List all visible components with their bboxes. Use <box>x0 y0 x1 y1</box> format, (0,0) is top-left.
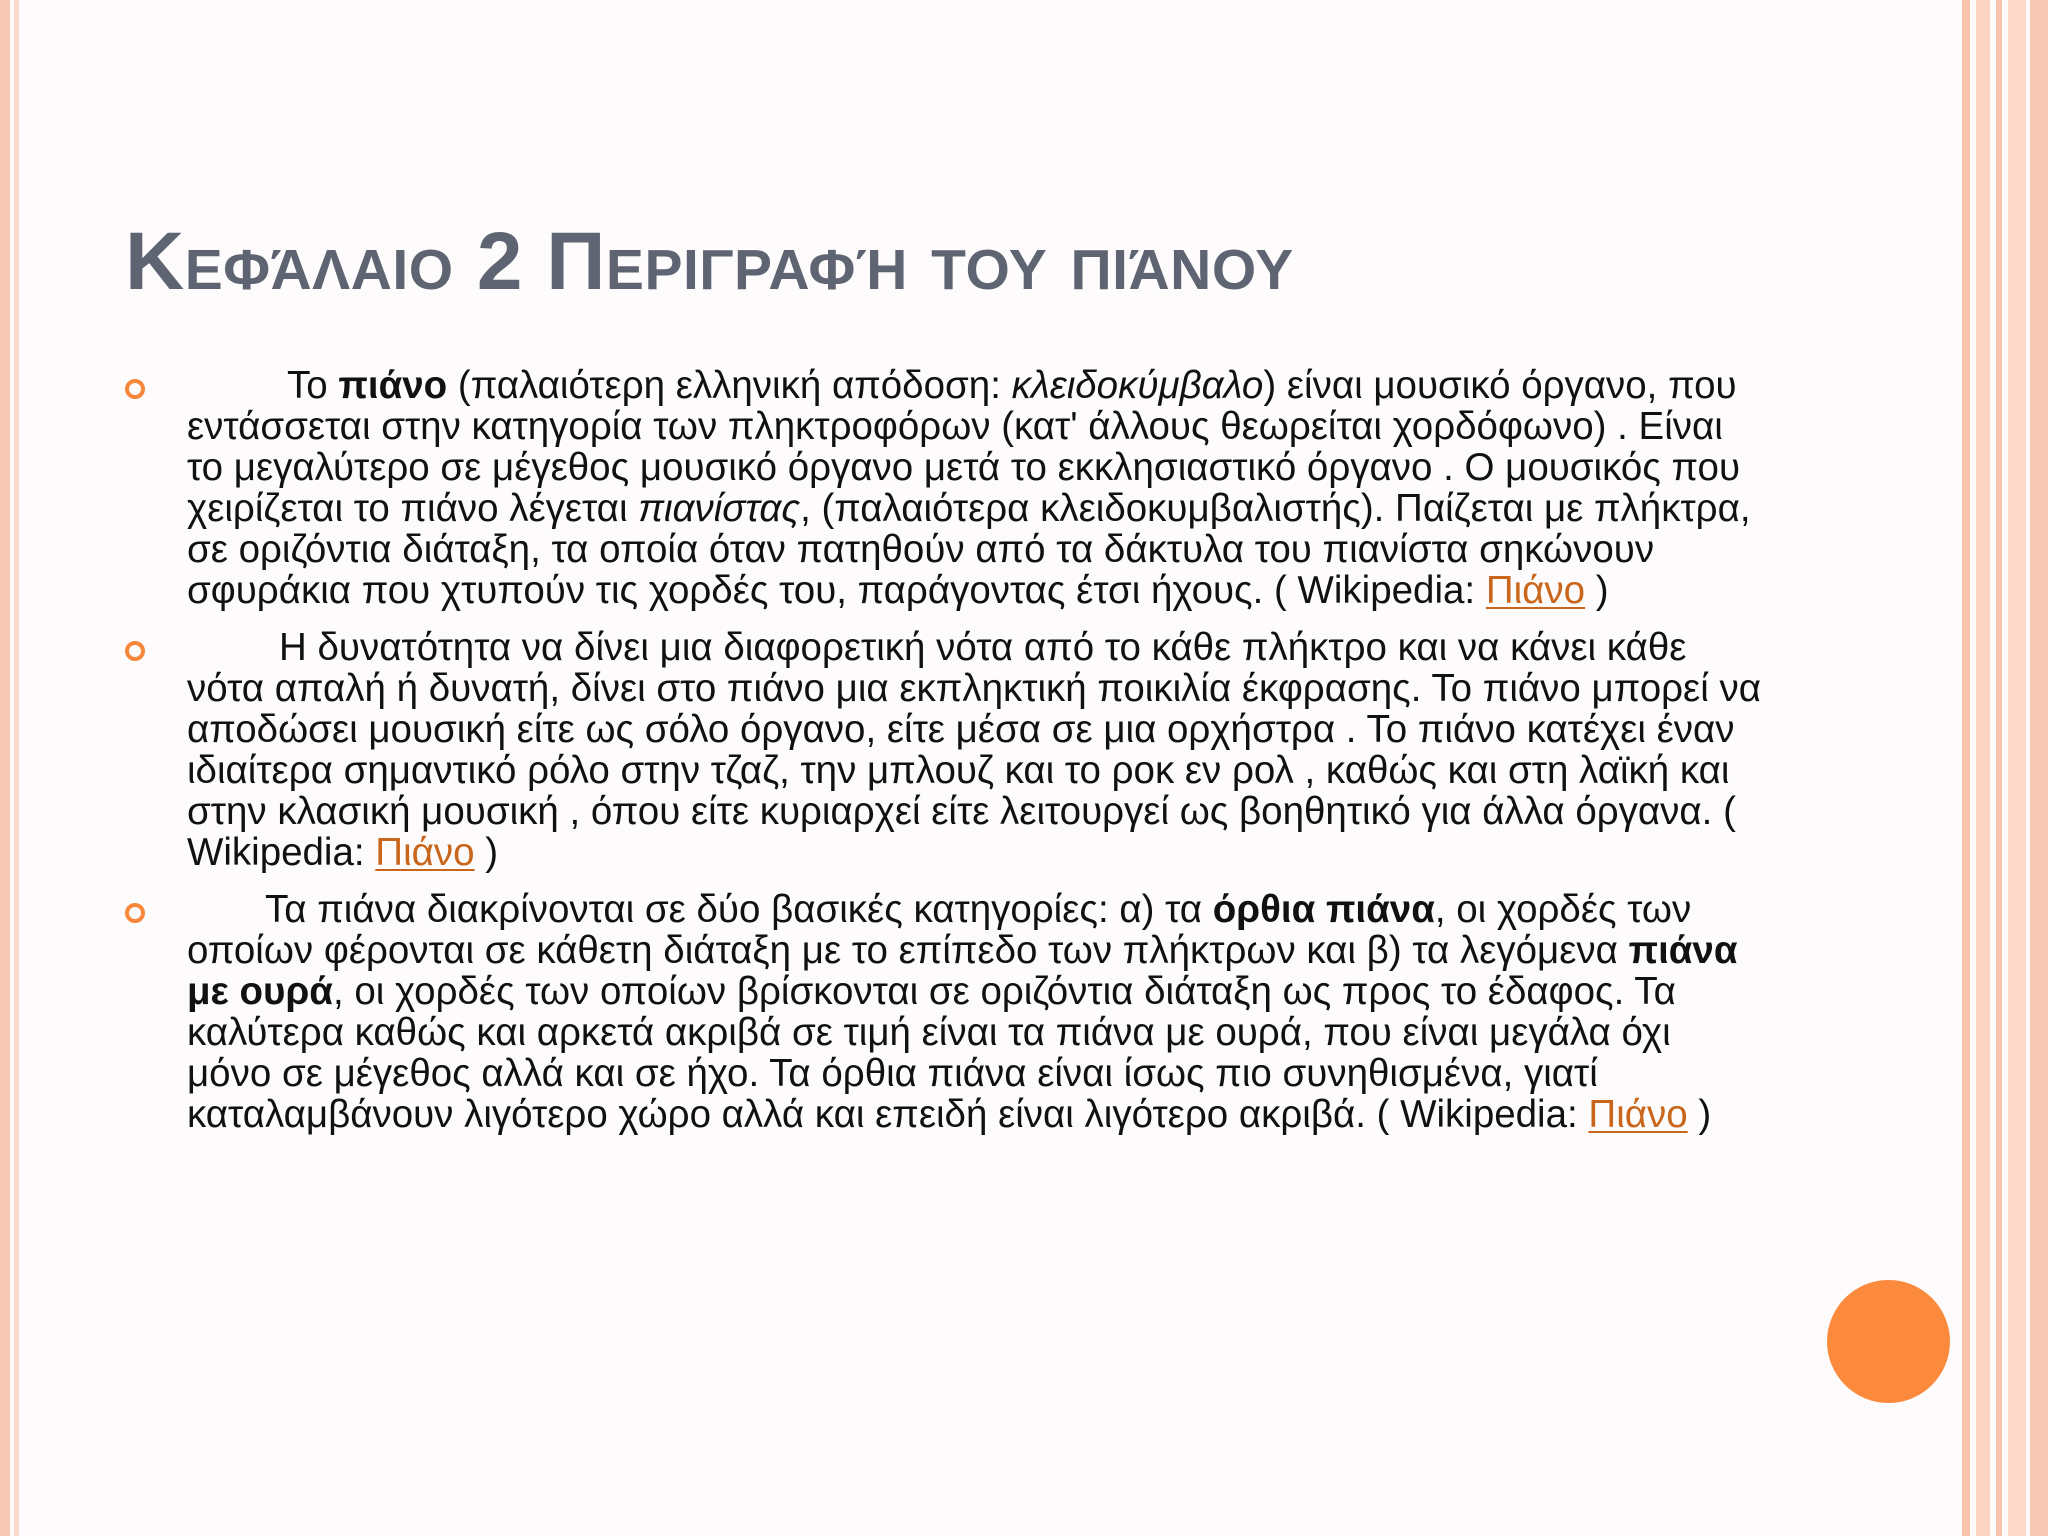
text-run: ) <box>1687 1093 1712 1136</box>
bullet-text-3 <box>187 889 1765 1135</box>
slide-title: Κεφάλαιο 2 Περιγραφή του πιάνου <box>125 216 1294 307</box>
italic-term-kleidokymvalo: κλειδοκύμβαλο <box>1011 364 1264 407</box>
bullet-ring-icon <box>125 641 145 661</box>
bold-term-piano: πιάνο <box>338 364 448 407</box>
left-border-stripe-thin <box>14 0 19 1536</box>
text-run: , οι χορδές των οποίων βρίσκονται σε οριζόντια διάταξη ως προς το έδαφος. Τα καλύτερα καθώς και αρκετά ακριβά σε τιμή είναι τα πιάνα με ουρά, που είναι μεγάλα όχι μόνο σε μέγεθος αλλά και σε ήχο. Τα όρθια πιάνα είναι ίσως πιο συνηθισμένα, γιατί καταλαμβάνουν λιγότερο χώρο αλλά και επειδή είναι λιγότερο ακριβά. ( Wikipedia: <box>187 970 1676 1136</box>
wikipedia-link-piano-3[interactable]: Πιάνο <box>1588 1093 1688 1136</box>
text-run: , (παλαιότερα κλειδοκυμβαλιστής). Παίζεται με πλήκτρα, σε οριζόντια διάταξη, τα οποία όταν πατηθούν από τα δάκτυλα του πιανίστα σηκώνουν σφυράκια που χτυπούν τις χορδές του, παράγοντας έτσι ήχους. ( Wikipedia: <box>187 487 1751 612</box>
bullet-text-1 <box>187 365 1765 611</box>
right-border-stripe-3 <box>1996 0 2002 1536</box>
bullet-list <box>125 365 1765 1151</box>
right-border-stripe-1 <box>1962 0 1970 1536</box>
wikipedia-link-piano-1[interactable]: Πιάνο <box>1485 569 1586 612</box>
right-border-stripe-5 <box>2030 0 2048 1536</box>
text-run: ) <box>1585 569 1609 612</box>
text-run: Το <box>287 364 339 407</box>
bold-term-orthia-piana: όρθια πιάνα <box>1212 888 1435 931</box>
text-run: ) <box>474 831 499 874</box>
bullet-ring-icon <box>125 903 145 923</box>
text-run: (παλαιότερη ελληνική απόδοση: <box>447 364 1012 407</box>
text-run: Η δυνατότητα να δίνει μια διαφορετική νότα από το κάθε πλήκτρο και να κάνει κάθε νότα απαλή ή δυνατή, δίνει στο πιάνο μια εκπληκτική ποικιλία έκφρασης. Το πιάνο μπορεί να αποδώσει μουσική είτε ως σόλο όργανο, είτε μέσα σε μια ορχήστρα . Το πιάνο κατέχει έναν ιδιαίτερα σημαντικό ρόλο στην τζαζ, την μπλουζ και το ροκ εν ρολ , καθώς και στη λαϊκή και στην κλασική μουσική , όπου είτε κυριαρχεί είτε λειτουργεί ως βοηθητικό για άλλα όργανα. ( Wikipedia: <box>187 626 1761 874</box>
left-border-stripe <box>0 0 10 1536</box>
text-run: ) είναι μουσικό όργανο, που εντάσσεται στην κατηγορία των πληκτροφόρων (κατ' άλλους θεωρείται χορδόφωνο) . Είναι το μεγαλύτερο σε μέγεθος μουσικό όργανο μετά το εκκλησιαστικό όργανο . Ο μουσικός που χειρίζεται το πιάνο λέγεται <box>187 364 1741 530</box>
wikipedia-link-piano-2[interactable]: Πιάνο <box>375 831 475 874</box>
bold-term-piana-me-oura: πιάνα με ουρά <box>187 929 1738 1013</box>
bullet-item-1 <box>125 365 1765 611</box>
bullet-text-2 <box>187 627 1765 873</box>
text-run: Τα πιάνα διακρίνονται σε δύο βασικές κατηγορίες: α) τα <box>265 888 1213 931</box>
right-border-stripe-2 <box>1976 0 1990 1536</box>
decorative-orange-circle <box>1827 1280 1950 1403</box>
bullet-item-2 <box>125 627 1765 873</box>
bullet-item-3 <box>125 889 1765 1135</box>
italic-term-pianistas: πιανίστας <box>638 487 801 530</box>
bullet-ring-icon <box>125 379 145 399</box>
right-border-stripe-4 <box>2008 0 2026 1536</box>
text-run: , οι χορδές των οποίων φέρονται σε κάθετη διάταξη με το επίπεδο των πλήκτρων και β) τα λεγόμενα <box>187 888 1692 972</box>
